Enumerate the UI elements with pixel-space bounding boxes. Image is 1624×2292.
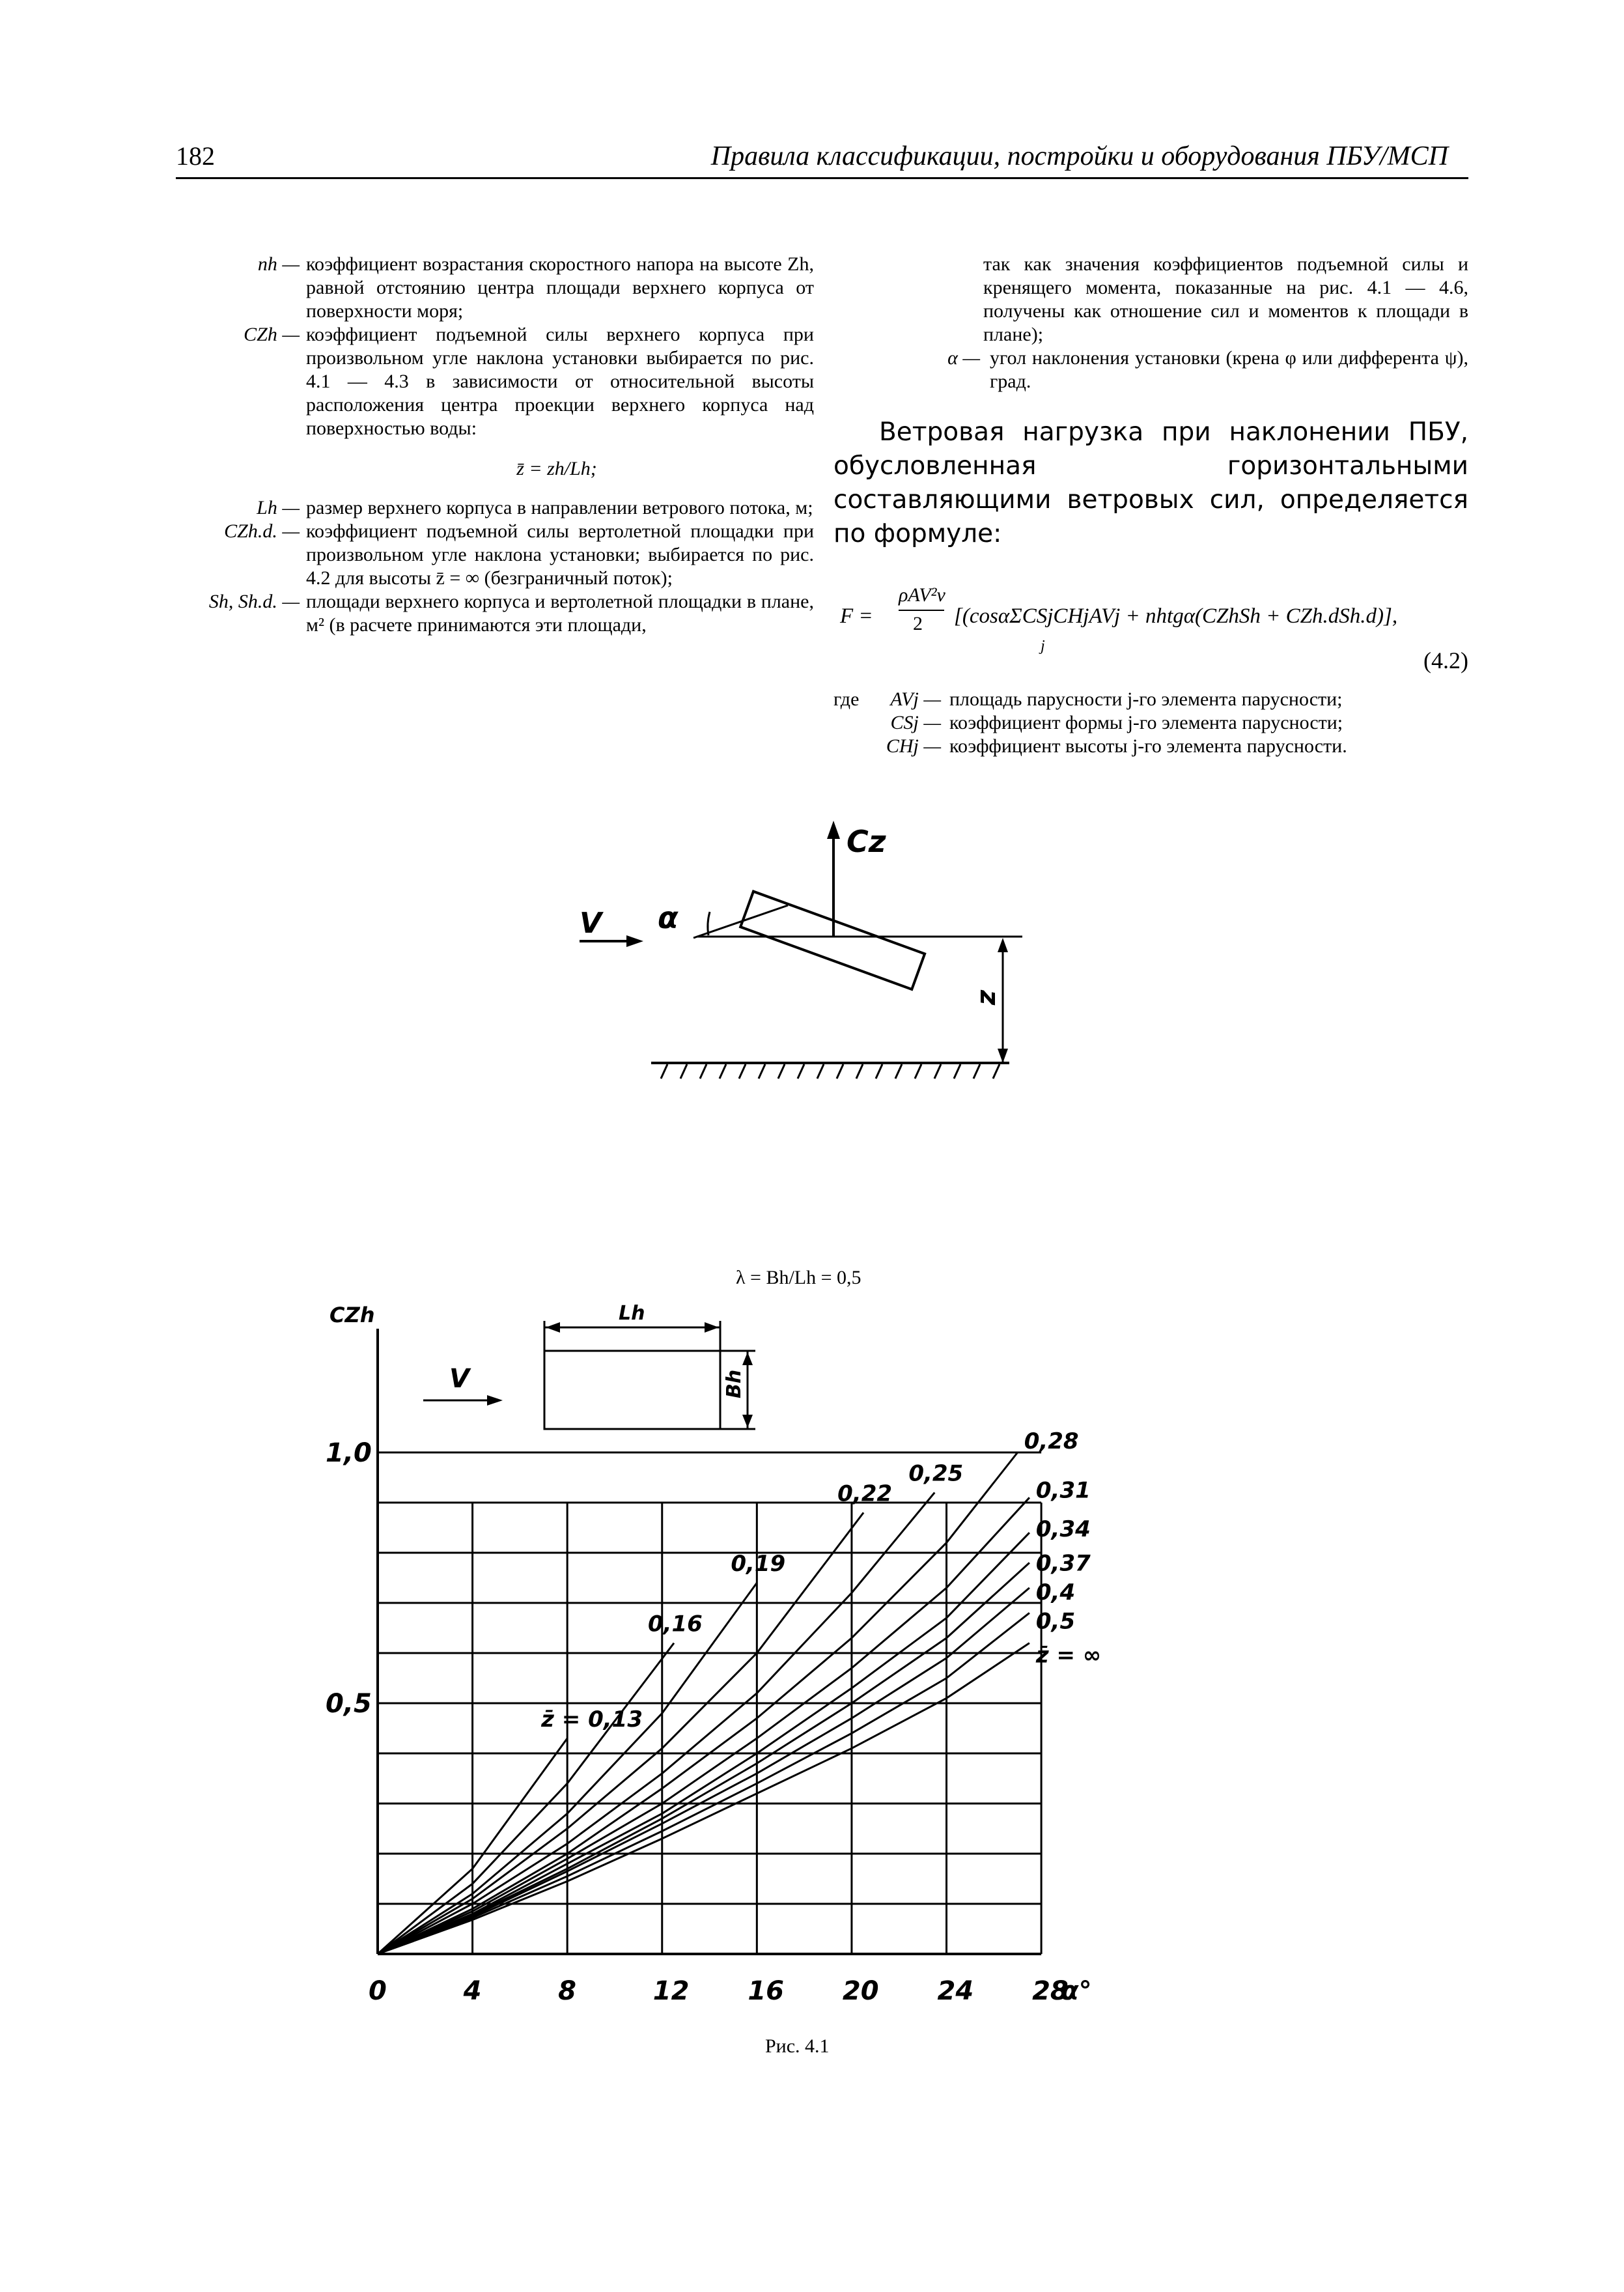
- series-curve: [378, 1497, 1029, 1954]
- def-symbol: CHj —: [886, 735, 941, 757]
- def-nh: [195, 253, 814, 323]
- cz-arrow-head: [827, 821, 840, 839]
- x-tick-label: 24: [937, 1976, 974, 2006]
- chart-labels: [540, 1428, 1101, 1733]
- def-text: площадь парусности j-го элемента парусности;: [949, 688, 1343, 710]
- where-defs: [833, 688, 1468, 758]
- formula-z: z̄ = zh/Lh;: [516, 458, 597, 479]
- tilt-diagram: [553, 808, 1048, 1081]
- def-text: размер верхнего корпуса в направлении ветрового потока, м;: [306, 497, 813, 518]
- where-def: [833, 735, 1468, 758]
- series-label: 0,34: [1035, 1516, 1091, 1543]
- formula-body: [(cosαΣCSjCHjAVj + nhtgα(CZhSh + CZh.dSh.d)],: [954, 604, 1398, 628]
- y-tick-label: 1,0: [326, 1438, 372, 1468]
- inset-lh-arrow-left: [546, 1322, 560, 1333]
- series-label: 0,19: [731, 1551, 786, 1578]
- where-word: где: [833, 688, 860, 710]
- def-text: площади верхнего корпуса и вертолетной площадки в плане, м² (в расчете принимаются эти площади,: [306, 591, 814, 636]
- series-label: 0,25: [908, 1460, 964, 1487]
- x-tick-label: 4: [463, 1976, 482, 2006]
- def-lh: [195, 496, 814, 520]
- formula-lhs: F =: [840, 604, 873, 628]
- v-label: V: [580, 907, 602, 940]
- chart-title: λ = Bh/Lh = 0,5: [736, 1267, 861, 1288]
- inset-v-label: V: [449, 1364, 469, 1394]
- def-czh: [195, 323, 814, 440]
- v-arrow-head: [626, 935, 643, 947]
- x-tick-label: 20: [842, 1976, 879, 2006]
- x-tick-label: 0: [369, 1976, 387, 2006]
- where-def: [833, 711, 1468, 735]
- def-text: угол наклонения установки (крена φ или дифферента ψ), град.: [990, 347, 1468, 392]
- def-symbol: Sh, Sh.d. —: [208, 591, 300, 612]
- def-sh: [195, 590, 814, 637]
- x-tick-label: 16: [748, 1976, 785, 2006]
- def-symbol: Lh —: [257, 497, 300, 518]
- def-alpha: [833, 347, 1468, 393]
- def-text: коэффициент формы j-го элемента парусности;: [949, 712, 1343, 733]
- series-curve: [378, 1588, 1029, 1954]
- inset-rect: [544, 1351, 720, 1429]
- inset-bh-arrow-bottom: [742, 1415, 753, 1428]
- y-tick-label: 0,5: [326, 1689, 372, 1719]
- def-symbol: CZh —: [244, 324, 300, 345]
- inset-lh-arrow-right: [705, 1322, 719, 1333]
- cz-chart: [313, 1296, 1289, 2032]
- inset-v-arrow-head: [487, 1395, 503, 1406]
- series-label: z̄ = 0,13: [541, 1706, 643, 1733]
- x-axis-label: α°: [1061, 1976, 1092, 2006]
- def-symbol: α —: [947, 347, 980, 369]
- def-text: коэффициент подъемной силы верхнего корпуса при произвольном угле наклона установки выбирается по рис. 4.1 — 4.3 в зависимости от относительной высоты расположения центра проекции верхнего корпуса над поверхностью воды:: [306, 324, 814, 439]
- z-label: z: [974, 990, 1004, 1006]
- right-column: [833, 253, 1468, 758]
- def-text: коэффициент подъемной силы вертолетной площадки при произвольном угле наклона установки; выбирается по рис. 4.2 для высоты z̄ = ∞ (безграничный поток);: [306, 520, 814, 589]
- def-symbol: AVj —: [890, 688, 941, 710]
- cz-label: Cz: [847, 824, 886, 859]
- def-symbol: nh —: [257, 253, 300, 275]
- z-arrow-bottom: [998, 1049, 1008, 1063]
- inset-bh-arrow-top: [742, 1352, 753, 1365]
- alpha-label: α: [658, 900, 679, 935]
- running-title: Правила классификации, постройки и оборудования ПБУ/МСП: [710, 141, 1448, 171]
- figure-caption: Рис. 4.1: [765, 2035, 830, 2057]
- z-arrow-top: [998, 938, 1008, 952]
- where-def: [833, 688, 1468, 711]
- series-label: 0,22: [837, 1480, 893, 1507]
- inset-bh-label: Bh: [723, 1369, 746, 1398]
- formula-frac-den: 2: [913, 613, 923, 634]
- left-column: [195, 253, 814, 637]
- series-label: 0,31: [1035, 1477, 1091, 1504]
- series-label: 0,16: [647, 1611, 703, 1637]
- formula-frac-bar: [899, 610, 944, 611]
- series-label: 0,5: [1035, 1608, 1076, 1635]
- chart-inset: [423, 1302, 755, 1429]
- def-symbol: CZh.d. —: [224, 520, 300, 542]
- def-czhd: [195, 520, 814, 590]
- def-text: коэффициент возрастания скоростного напора на высоте Zh, равной отстоянию центра площади верхнего корпуса от поверхности моря;: [306, 253, 814, 322]
- wind-load-paragraph: Ветровая нагрузка при наклонении ПБУ, обусловленная горизонтальными составляющими ветровых сил, определяется по формуле:: [833, 417, 1468, 548]
- ground-hatching: [661, 1064, 1000, 1079]
- series-label: 0,37: [1035, 1550, 1091, 1577]
- formula-number: (4.2): [1423, 647, 1468, 673]
- inset-lh-label: Lh: [619, 1302, 645, 1325]
- x-tick-label: 8: [558, 1976, 577, 2006]
- series-label: 0,28: [1024, 1428, 1079, 1454]
- def-symbol: CSj —: [890, 712, 941, 733]
- header-rule: [176, 177, 1468, 179]
- x-tick-label: 12: [652, 1976, 690, 2006]
- x-tick-label: 28: [1032, 1976, 1069, 2006]
- series-label: 0,4: [1035, 1579, 1076, 1606]
- page-number: 182: [176, 141, 215, 171]
- def-text: коэффициент высоты j-го элемента парусности.: [949, 735, 1347, 757]
- formula-sub-j: j: [1041, 638, 1045, 655]
- series-label: z̄ = ∞: [1035, 1642, 1102, 1669]
- y-axis-label: CZh: [329, 1303, 375, 1327]
- formula-frac-num: ρAV²v: [899, 584, 945, 606]
- formula-4-2: [833, 577, 1468, 675]
- continuation-text: так как значения коэффициентов подъемной силы и кренящего момента, показанные на рис. 4.1 — 4.6, получены как отношение сил и моментов к площади в плане);: [983, 253, 1468, 345]
